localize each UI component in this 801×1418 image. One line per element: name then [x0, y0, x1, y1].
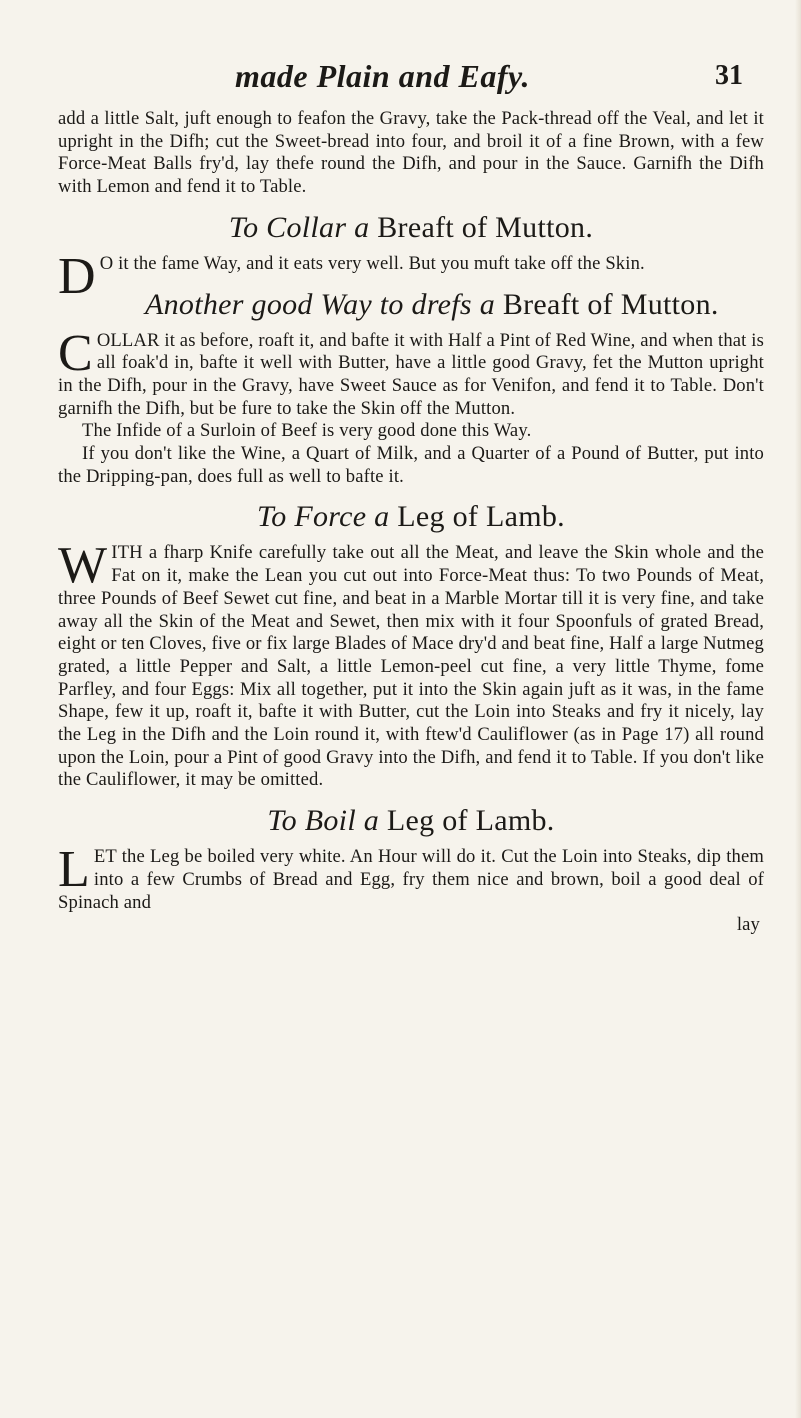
drop-cap: D — [58, 247, 96, 305]
drop-cap: C — [58, 324, 93, 382]
paragraph-continued: add a little Salt, juft enough to feafon the Gravy, take the Pack-thread off the Veal, and let it upright in the Difh; cut the Sweet-bread into four, and broil it of a fine Brown, with a few Force-Meat Balls fry'd, lay thefe round the Difh, and pour in the Sauce. Garnifh the Difh with Lemon and fend it to Table. — [58, 108, 764, 198]
paragraph-force-leg: WITH a fharp Knife carefully take out all the Meat, and leave the Skin whole and the Fat on it, make the Lean you cut out into Force-Meat thus: To two Pounds of Meat, three Pounds of Beef Sewet cut fine, and beat in a Marble Mortar till it is very fine, and take away all the Skin of the Meat and Sewet, then mix with it four Spoonfuls of grated Bread, eight or ten Cloves, five or fix large Blades of Mace dry'd and beat fine, Half a large Nutmeg grated, a little Pepper and Salt, a little Lemon-peel cut fine, a very little Thyme, fome Parfley, and four Eggs: Mix all together, put it into the Skin again juft as it was, in the fame Shape, few it up, roaft it, bafte it with Butter, cut the Loin into Steaks and fry it nicely, lay the Leg in the Difh and the Loin round it, with ftew'd Cauliflower (as in Page 17) all round upon the Loin, pour a Pint of good Gravy into the Difh, and fend it to Table. If you don't like the Cauliflower, it may be omitted. — [58, 537, 764, 791]
catchword: lay — [736, 914, 760, 936]
scan-edge — [795, 0, 801, 1418]
page-number: 31 — [715, 60, 743, 91]
paragraph-collar: D O it the fame Way, and it eats very well. But you muft take off the Skin. — [58, 247, 645, 305]
running-title: made Plain and Eafy. — [235, 58, 531, 94]
page-body — [58, 108, 764, 937]
paragraph-milk: If you don't like the Wine, a Quart of Milk, and a Quarter of a Pound of Butter, put into the Dripping-pan, does full as well to bafte it. — [58, 443, 764, 487]
paragraph-another-way: COLLAR it as before, roaft it, and bafte it with Half a Pint of Red Wine, and when that is all foak'd in, bafte it well with Butter, have a little good Gravy, fet the Mutton upright in the Difh, pour in the Gravy, have Sweet Sauce as for Venifon, and fend it to Table. Don't garnifh the Difh, but be fure to take the Skin off the Mutton. — [58, 324, 764, 419]
running-head — [0, 58, 801, 98]
heading-collar-breast-mutton: To Collar a Breaft of Mutton. — [228, 210, 594, 244]
heading-another-way-breast-mutton: Another good Way to drefs a Breaft of Mutton. — [144, 287, 719, 321]
heading-boil-leg-lamb: To Boil a Leg of Lamb. — [267, 804, 555, 838]
drop-cap: W — [58, 537, 108, 595]
paragraph-boil-leg: LET the Leg be boiled very white. An Hour will do it. Cut the Loin into Steaks, dip them into a few Crumbs of Bread and Egg, fry them nice and brown, boil a good deal of Spinach and — [58, 841, 764, 913]
drop-cap: L — [58, 841, 90, 899]
paragraph-surloin: The Infide of a Surloin of Beef is very good done this Way. — [82, 420, 532, 442]
heading-force-leg-lamb: To Force a Leg of Lamb. — [257, 500, 565, 534]
